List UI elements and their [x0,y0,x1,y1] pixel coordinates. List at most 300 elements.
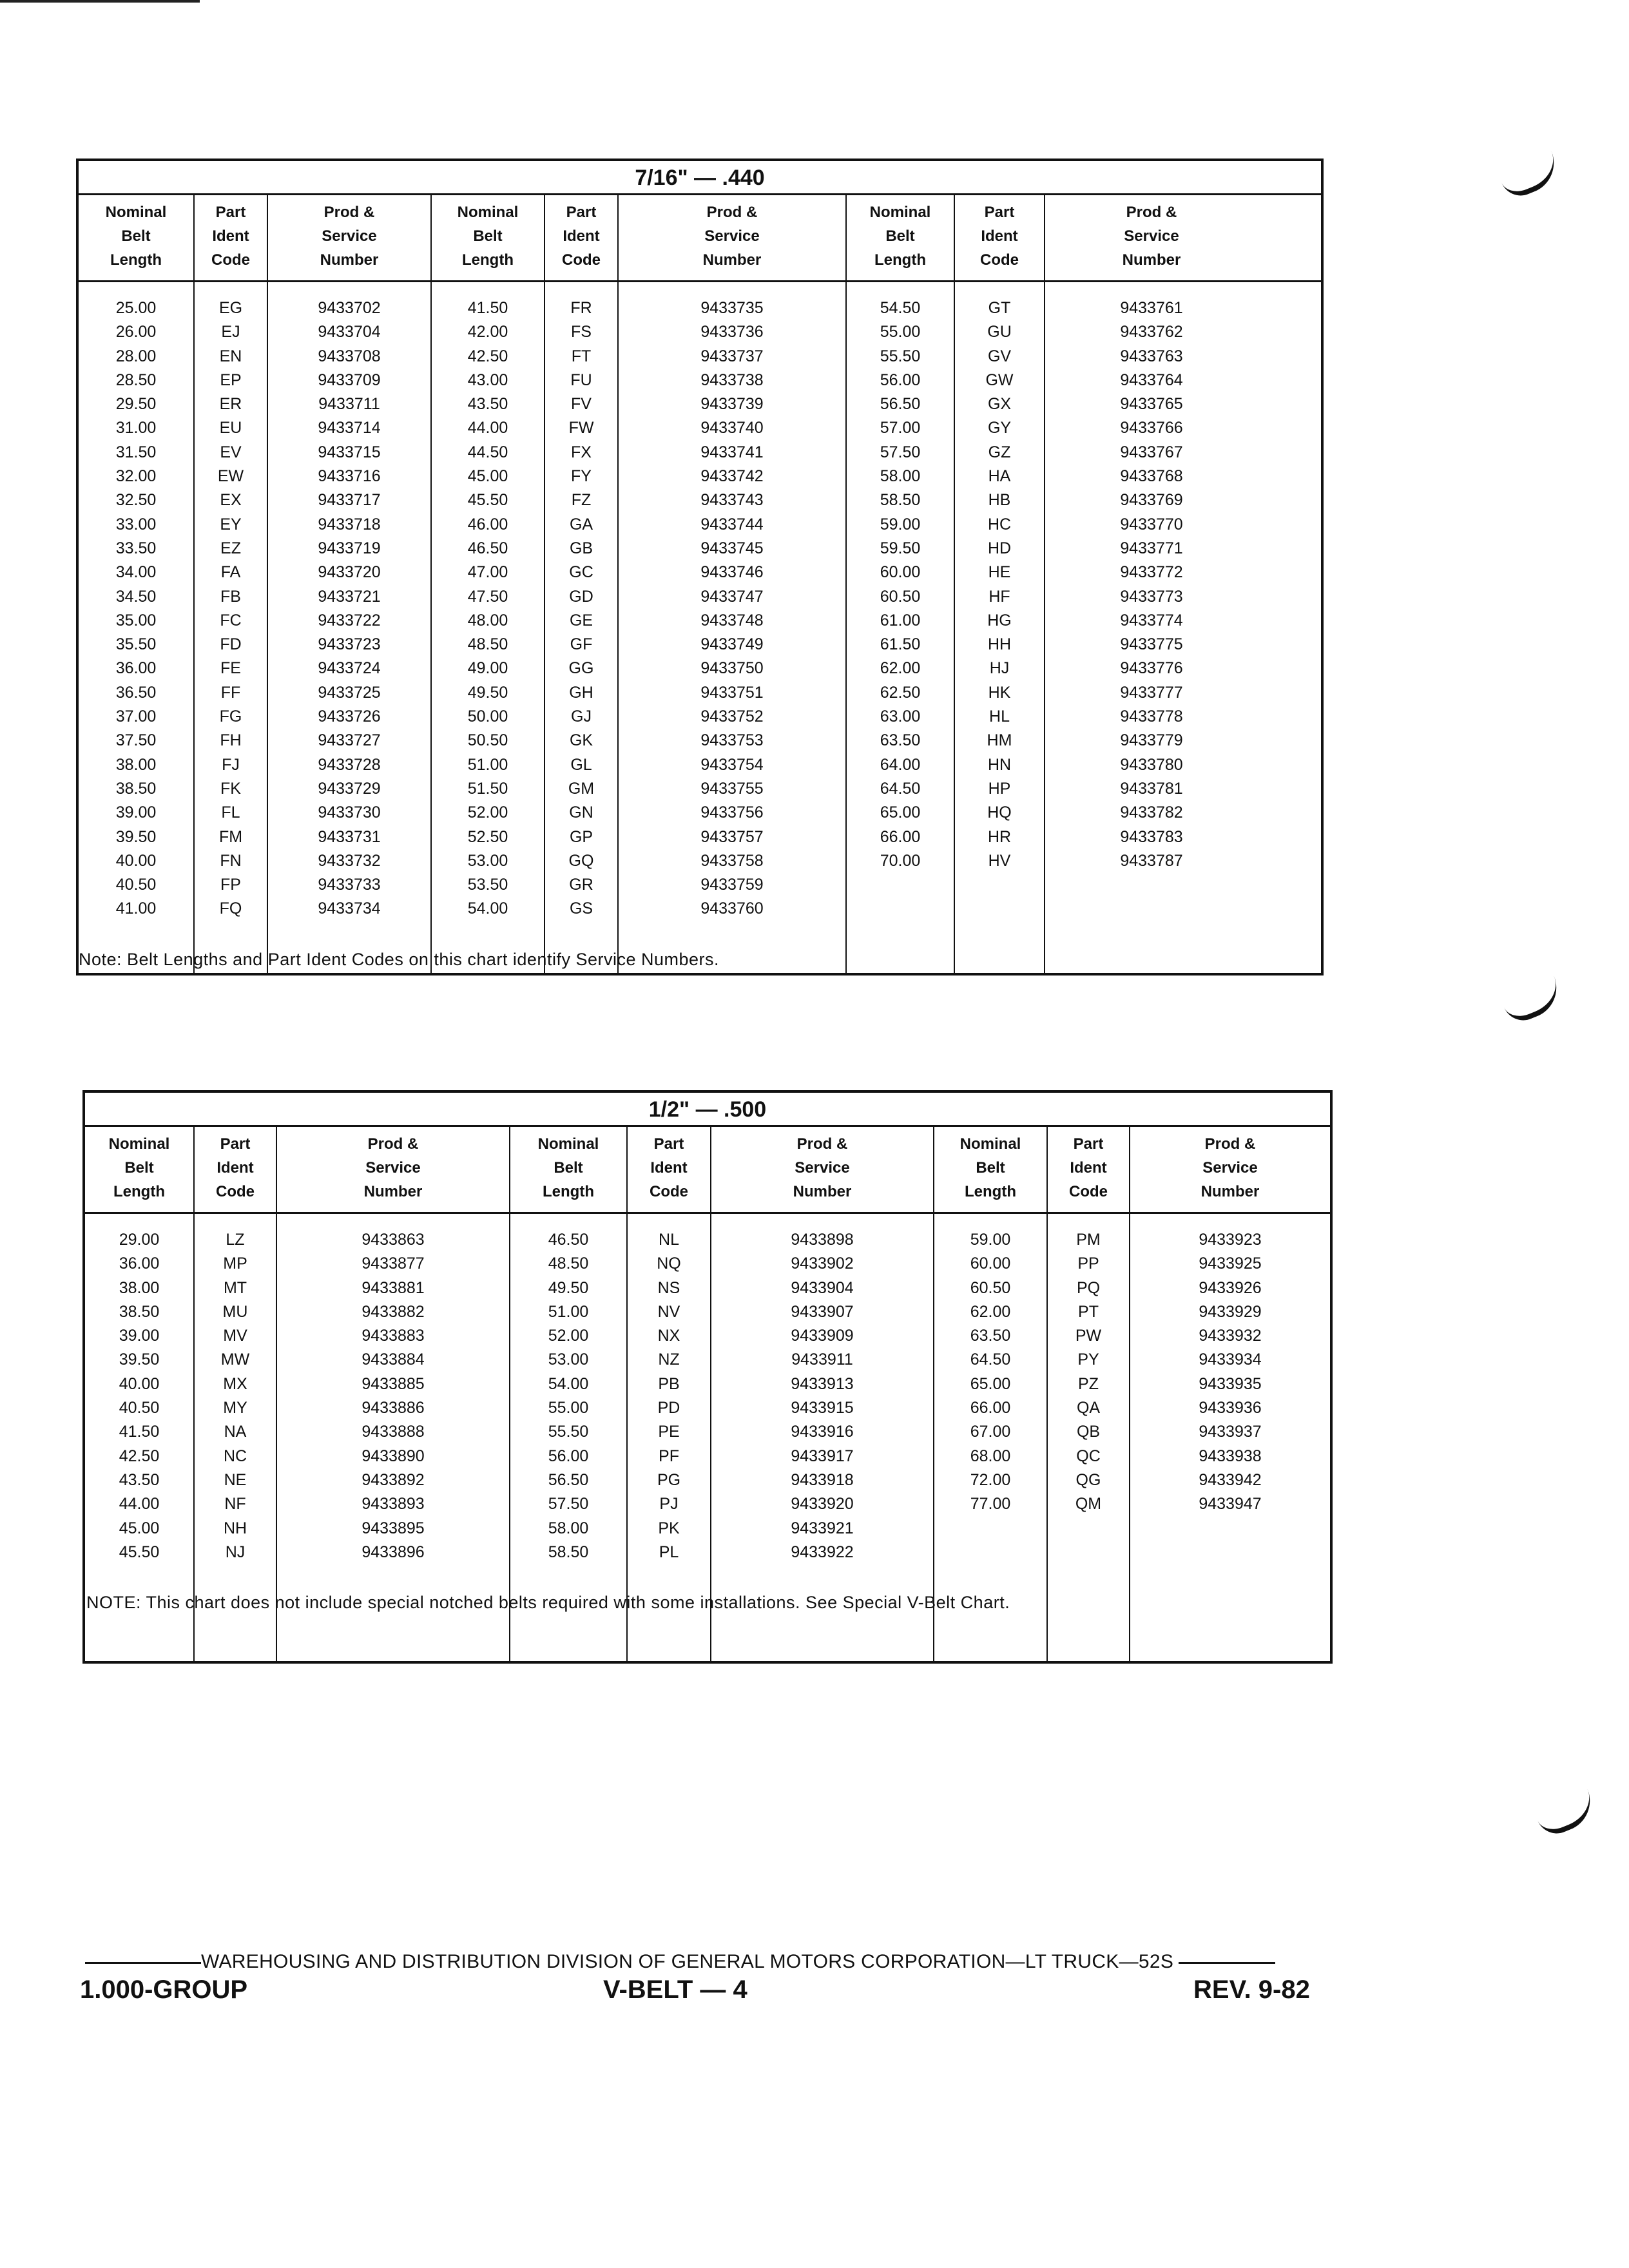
service-number-cell: 9433737 [700,347,764,365]
belt-length-cell: 45.00 [467,467,508,486]
service-number-cell: 9433722 [318,611,381,629]
header-line: Code [216,1183,255,1200]
service-number-cell: 9433702 [318,299,381,317]
service-number-cell: 9433772 [1120,563,1183,582]
service-number-cell: 9433741 [700,443,764,461]
service-number-cell: 9433774 [1120,611,1183,629]
header-line: Number [702,251,762,269]
service-number-cell: 9433776 [1120,659,1183,678]
service-number-cell: 9433708 [318,347,381,365]
ident-code-cell: FC [220,611,242,629]
service-number-cell: 9433764 [1120,370,1183,389]
ident-code-cell: NS [657,1278,680,1297]
belt-table-1-2 [82,1090,1333,1664]
service-number-cell: 9433918 [791,1470,854,1489]
column-code [955,282,1045,973]
service-number-cell: 9433726 [318,707,381,726]
service-number-cell: 9433747 [700,587,764,606]
ident-code-cell: GJ [571,707,592,726]
service-number-cell: 9433915 [791,1399,854,1418]
header-line: Length [110,251,162,269]
belt-length-cell: 63.50 [970,1327,1011,1345]
service-number-cell: 9433938 [1199,1446,1262,1465]
belt-length-cell: 66.00 [880,827,921,846]
service-number-cell: 9433783 [1120,827,1183,846]
ident-code-cell: GB [569,539,593,557]
header-line: Prod & [1126,204,1177,221]
belt-length-cell: 50.50 [467,731,508,750]
service-number-cell: 9433724 [318,659,381,678]
service-number-cell: 9433752 [700,707,764,726]
header-line: Length [113,1183,165,1200]
service-number-cell: 9433742 [700,467,764,486]
ident-code-cell: FE [220,659,241,678]
service-number-cell: 9433773 [1120,587,1183,606]
service-number-cell: 9433775 [1120,635,1183,654]
ident-code-cell: HE [988,563,1011,582]
header-length [432,195,545,280]
service-number-cell: 9433911 [791,1350,853,1369]
header-line: Ident [1070,1159,1107,1177]
service-number-cell: 9433881 [361,1278,425,1297]
ident-code-cell: GQ [568,851,594,870]
header-line: Belt [473,227,503,245]
ident-code-cell: EP [220,370,242,389]
belt-length-cell: 42.50 [467,347,508,365]
belt-length-cell: 65.00 [880,803,921,822]
belt-length-cell: 43.50 [119,1470,160,1489]
ident-code-cell: GY [987,419,1012,437]
ident-code-cell: ER [219,395,242,414]
ident-code-cell: GU [987,323,1012,341]
ident-code-cell: EU [219,419,242,437]
ident-code-cell: FU [570,370,592,389]
service-number-cell: 9433763 [1120,347,1183,365]
service-number-cell: 9433779 [1120,731,1183,750]
service-number-cell: 9433727 [318,731,381,750]
table-title: 7/16" — .440 [79,161,1321,195]
header-number [711,1127,934,1212]
service-number-cell: 9433886 [361,1399,425,1418]
ident-code-cell: EX [220,491,242,510]
service-number-cell: 9433768 [1120,467,1183,486]
belt-length-cell: 51.00 [467,755,508,774]
belt-length-cell: 64.50 [970,1350,1011,1369]
service-number-cell: 9433929 [1199,1302,1262,1321]
service-number-cell: 9433916 [791,1423,854,1441]
header-line: Nominal [108,1135,170,1153]
header-line: Prod & [796,1135,848,1153]
belt-length-cell: 48.00 [467,611,508,629]
column-length [432,282,545,973]
service-number-cell: 9433725 [318,683,381,702]
belt-length-cell: 47.50 [467,587,508,606]
ident-code-cell: GA [569,515,593,533]
belt-length-cell: 53.50 [467,876,508,894]
service-number-cell: 9433920 [791,1495,854,1514]
header-line: Prod & [1204,1135,1256,1153]
ident-code-cell: PL [659,1542,679,1561]
belt-length-cell: 62.50 [880,683,921,702]
ident-code-cell: FS [571,323,592,341]
ident-code-cell: MW [220,1350,250,1369]
belt-length-cell: 50.00 [467,707,508,726]
header-line: Belt [976,1159,1005,1177]
service-number-cell: 9433714 [318,419,381,437]
header-line: Length [462,251,514,269]
ident-code-cell: PE [658,1423,680,1441]
service-number-cell: 9433890 [361,1446,425,1465]
belt-length-cell: 77.00 [970,1495,1011,1514]
ident-code-cell: NL [659,1231,679,1249]
ident-code-cell: NH [223,1519,247,1537]
belt-length-cell: 56.50 [548,1470,589,1489]
footer-division-line [85,1951,1275,1973]
ident-code-cell: HM [987,731,1012,750]
column-number [1130,1214,1330,1661]
header-line: Number [1122,251,1181,269]
header-line: Code [211,251,250,269]
belt-length-cell: 44.00 [467,419,508,437]
service-number-cell: 9433735 [700,299,764,317]
service-number-cell: 9433740 [700,419,764,437]
belt-length-cell: 28.00 [115,347,157,365]
belt-length-cell: 48.50 [467,635,508,654]
ident-code-cell: FT [571,347,592,365]
belt-length-cell: 55.00 [548,1399,589,1418]
ident-code-cell: MU [222,1302,248,1321]
header-line: Code [562,251,601,269]
column-code [545,282,619,973]
service-number-cell: 9433743 [700,491,764,510]
service-number-cell: 9433754 [700,755,764,774]
header-line: Part [220,1135,251,1153]
ident-code-cell: FW [568,419,594,437]
belt-length-cell: 33.00 [115,515,157,533]
service-number-cell: 9433728 [318,755,381,774]
service-number-cell: 9433748 [700,611,764,629]
belt-length-cell: 39.00 [115,803,157,822]
ident-code-cell: PK [658,1519,680,1537]
service-number-cell: 9433709 [318,370,381,389]
header-line: Ident [217,1159,254,1177]
belt-length-cell: 57.00 [880,419,921,437]
header-number [277,1127,510,1212]
header-number [1045,195,1258,280]
ident-code-cell: GP [569,827,593,846]
ident-code-cell: NF [224,1495,246,1514]
service-number-cell: 9433759 [700,876,764,894]
header-line: Nominal [869,204,931,221]
service-number-cell: 9433925 [1199,1254,1262,1273]
ident-code-cell: FZ [571,491,592,510]
service-number-cell: 9433907 [791,1302,854,1321]
header-line: Part [566,204,597,221]
ident-code-cell: HB [988,491,1011,510]
table-title: 1/2" — .500 [85,1093,1330,1127]
ident-code-cell: FY [571,467,592,486]
belt-length-cell: 54.00 [467,899,508,918]
belt-length-cell: 53.00 [467,851,508,870]
belt-length-cell: 40.00 [115,851,157,870]
column-code [1048,1214,1130,1661]
service-number-cell: 9433704 [318,323,381,341]
belt-length-cell: 44.50 [467,443,508,461]
header-line: Service [795,1159,850,1177]
belt-length-cell: 40.50 [115,876,157,894]
service-number-cell: 9433934 [1199,1350,1262,1369]
header-code [1048,1127,1130,1212]
ident-code-cell: FB [220,587,241,606]
ident-code-cell: PM [1076,1231,1101,1249]
belt-length-cell: 58.50 [548,1542,589,1561]
belt-length-cell: 39.50 [115,827,157,846]
belt-length-cell: 29.00 [119,1231,160,1249]
service-number-cell: 9433883 [361,1327,425,1345]
service-number-cell: 9433904 [791,1278,854,1297]
service-number-cell: 9433729 [318,779,381,798]
service-number-cell: 9433888 [361,1423,425,1441]
service-number-cell: 9433718 [318,515,381,533]
belt-length-cell: 66.00 [970,1399,1011,1418]
service-number-cell: 9433715 [318,443,381,461]
belt-length-cell: 43.50 [467,395,508,414]
column-length [847,282,955,973]
belt-length-cell: 31.50 [115,443,157,461]
header-line: Nominal [537,1135,599,1153]
belt-length-cell: 25.00 [115,299,157,317]
table-header [79,195,1321,282]
ident-code-cell: FN [220,851,242,870]
ident-code-cell: GK [569,731,593,750]
service-number-cell: 9433736 [700,323,764,341]
ident-code-cell: PG [657,1470,681,1489]
belt-length-cell: 63.50 [880,731,921,750]
belt-length-cell: 46.00 [467,515,508,533]
service-number-cell: 9433717 [318,491,381,510]
header-line: Length [874,251,926,269]
belt-length-cell: 52.00 [467,803,508,822]
header-line: Service [1124,227,1179,245]
column-number [619,282,847,973]
service-number-cell: 9433780 [1120,755,1183,774]
ident-code-cell: QB [1076,1423,1101,1441]
belt-length-cell: 60.00 [970,1254,1011,1273]
service-number-cell: 9433932 [1199,1327,1262,1345]
header-line: Number [1200,1183,1260,1200]
belt-length-cell: 58.50 [880,491,921,510]
belt-length-cell: 60.50 [970,1278,1011,1297]
belt-length-cell: 52.00 [548,1327,589,1345]
belt-length-cell: 45.00 [119,1519,160,1537]
belt-length-cell: 59.50 [880,539,921,557]
header-line: Belt [554,1159,583,1177]
belt-length-cell: 60.50 [880,587,921,606]
belt-length-cell: 55.50 [880,347,921,365]
service-number-cell: 9433732 [318,851,381,870]
service-number-cell: 9433720 [318,563,381,582]
header-line: Nominal [105,204,167,221]
service-number-cell: 9433711 [318,395,380,414]
ident-code-cell: FM [218,827,243,846]
service-number-cell: 9433746 [700,563,764,582]
header-line: Service [365,1159,421,1177]
service-number-cell: 9433777 [1120,683,1183,702]
service-number-cell: 9433937 [1199,1423,1262,1441]
ident-code-cell: PD [657,1399,680,1418]
belt-length-cell: 62.00 [970,1302,1011,1321]
ident-code-cell: HJ [989,659,1010,678]
service-number-cell: 9433767 [1120,443,1183,461]
belt-length-cell: 51.50 [467,779,508,798]
ident-code-cell: FQ [219,899,242,918]
belt-length-cell: 55.50 [548,1423,589,1441]
belt-length-cell: 63.00 [880,707,921,726]
belt-length-cell: 36.50 [115,683,157,702]
service-number-cell: 9433762 [1120,323,1183,341]
header-line: Ident [563,227,600,245]
service-number-cell: 9433719 [318,539,381,557]
belt-length-cell: 61.50 [880,635,921,654]
belt-length-cell: 46.50 [548,1231,589,1249]
ident-code-cell: GC [569,563,593,582]
binder-mark [1534,1789,1599,1840]
belt-length-cell: 35.50 [115,635,157,654]
header-line: Nominal [457,204,519,221]
service-number-cell: 9433936 [1199,1399,1262,1418]
service-number-cell: 9433782 [1120,803,1183,822]
belt-length-cell: 72.00 [970,1470,1011,1489]
header-line: Service [1202,1159,1258,1177]
belt-length-cell: 29.50 [115,395,157,414]
header-line: Part [1073,1135,1104,1153]
ident-code-cell: EZ [220,539,241,557]
belt-length-cell: 61.00 [880,611,921,629]
ident-code-cell: NA [224,1423,247,1441]
ident-code-cell: PW [1075,1327,1102,1345]
ident-code-cell: NJ [225,1542,246,1561]
ident-code-cell: EJ [221,323,240,341]
ident-code-cell: HP [988,779,1011,798]
service-number-cell: 9433734 [318,899,381,918]
belt-length-cell: 68.00 [970,1446,1011,1465]
ident-code-cell: FH [220,731,242,750]
service-number-cell: 9433760 [700,899,764,918]
belt-length-cell: 33.50 [115,539,157,557]
belt-length-cell: 36.00 [115,659,157,678]
ident-code-cell: FA [220,563,241,582]
belt-length-cell: 41.50 [467,299,508,317]
ident-code-cell: GE [569,611,593,629]
belt-length-cell: 67.00 [970,1423,1011,1441]
ident-code-cell: PF [659,1446,679,1465]
ident-code-cell: MY [223,1399,247,1418]
ident-code-cell: QG [1075,1470,1101,1489]
service-number-cell: 9433770 [1120,515,1183,533]
belt-length-cell: 34.00 [115,563,157,582]
ident-code-cell: HR [987,827,1012,846]
header-line: Nominal [959,1135,1021,1153]
ident-code-cell: PY [1077,1350,1099,1369]
service-number-cell: 9433892 [361,1470,425,1489]
ident-code-cell: FJ [222,755,240,774]
belt-length-cell: 64.50 [880,779,921,798]
service-number-cell: 9433781 [1120,779,1183,798]
belt-length-cell: 56.00 [880,370,921,389]
service-number-cell: 9433723 [318,635,381,654]
service-number-cell: 9433902 [791,1254,854,1273]
service-number-cell: 9433917 [791,1446,854,1465]
belt-length-cell: 34.50 [115,587,157,606]
header-code [545,195,619,280]
service-number-cell: 9433758 [700,851,764,870]
ident-code-cell: GL [570,755,592,774]
ident-code-cell: GZ [988,443,1011,461]
header-line: Part [653,1135,684,1153]
service-number-cell: 9433749 [700,635,764,654]
service-number-cell: 9433898 [791,1231,854,1249]
header-code [195,1127,277,1212]
belt-length-cell: 41.50 [119,1423,160,1441]
ident-code-cell: MX [223,1374,247,1393]
belt-length-cell: 56.00 [548,1446,589,1465]
header-line: Code [980,251,1019,269]
service-number-cell: 9433893 [361,1495,425,1514]
ident-code-cell: GV [987,347,1012,365]
header-line: Ident [650,1159,688,1177]
belt-length-cell: 32.00 [115,467,157,486]
service-number-cell: 9433787 [1120,851,1183,870]
footer-division-text: WAREHOUSING AND DISTRIBUTION DIVISION OF GENERAL MOTORS CORPORATION—LT TRUCK—52S [201,1951,1174,1972]
belt-length-cell: 42.00 [467,323,508,341]
ident-code-cell: GS [569,899,593,918]
header-length [85,1127,195,1212]
belt-length-cell: 41.00 [115,899,157,918]
header-line: Belt [121,227,151,245]
belt-length-cell: 36.00 [119,1254,160,1273]
service-number-cell: 9433730 [318,803,381,822]
header-line: Prod & [706,204,758,221]
binder-mark [1498,151,1563,202]
ident-code-cell: MP [223,1254,247,1273]
service-number-cell: 9433895 [361,1519,425,1537]
header-line: Ident [212,227,249,245]
service-number-cell: 9433721 [318,587,381,606]
ident-code-cell: MT [223,1278,247,1297]
column-number [268,282,432,973]
belt-length-cell: 48.50 [548,1254,589,1273]
ident-code-cell: PB [658,1374,680,1393]
ident-code-cell: GN [569,803,593,822]
ident-code-cell: GR [569,876,593,894]
ident-code-cell: MV [223,1327,247,1345]
ident-code-cell: GM [568,779,595,798]
header-line: Number [320,251,379,269]
belt-length-cell: 42.50 [119,1446,160,1465]
belt-length-cell: 40.00 [119,1374,160,1393]
ident-code-cell: HC [987,515,1012,533]
belt-length-cell: 59.00 [970,1231,1011,1249]
header-line: Code [650,1183,688,1200]
belt-length-cell: 51.00 [548,1302,589,1321]
service-number-cell: 9433716 [318,467,381,486]
ident-code-cell: HH [987,635,1012,654]
ident-code-cell: NX [657,1327,680,1345]
belt-length-cell: 59.00 [880,515,921,533]
ident-code-cell: HA [988,467,1011,486]
service-number-cell: 9433922 [791,1542,854,1561]
ident-code-cell: FL [221,803,240,822]
